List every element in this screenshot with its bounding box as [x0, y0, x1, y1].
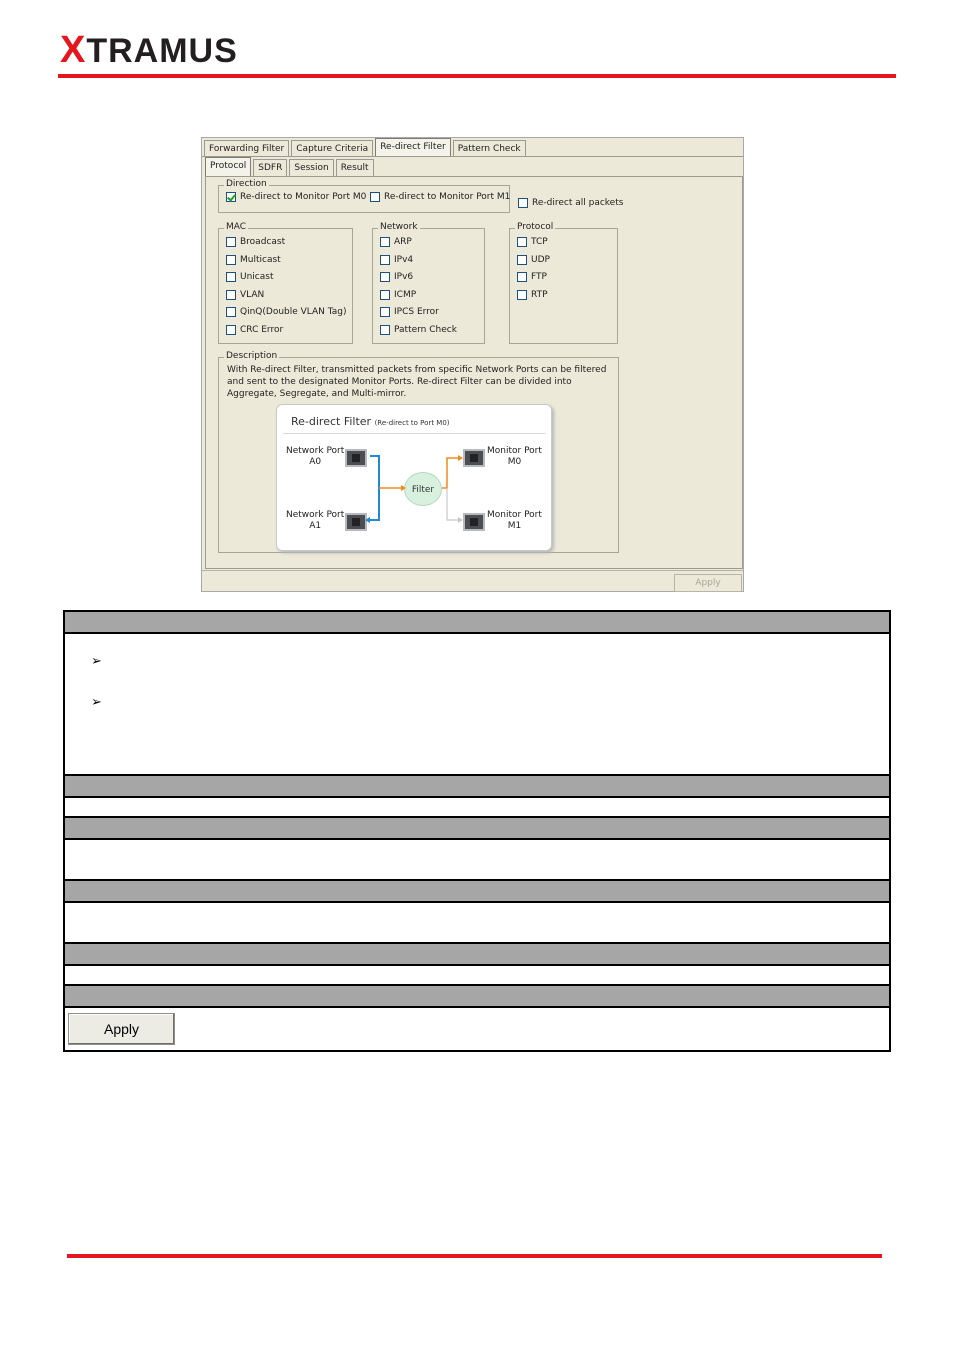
network-legend: Network: [380, 222, 418, 232]
redirect-m0-label: Re-direct to Monitor Port M0: [240, 192, 367, 202]
description-text: With Re-direct Filter, transmitted packets from specific Network Ports can be filtered and sent to the designated Monitor Ports. Re-direct Filter can be divided into Aggregate, Segregate, and Multi-mirror.: [227, 365, 607, 399]
protocol-ftp-checkbox[interactable]: [517, 272, 547, 282]
apply-button-disabled[interactable]: Apply: [674, 574, 742, 592]
network-item-label: IPv4: [394, 255, 414, 265]
description-legend: Description: [226, 351, 278, 361]
table-header-row: [65, 881, 889, 903]
mac-item-label: Broadcast: [240, 237, 286, 247]
port-m1-label: Monitor Port M1: [487, 510, 542, 531]
checkbox-icon[interactable]: [380, 272, 390, 282]
table-row: [65, 798, 889, 818]
redirect-all-checkbox[interactable]: [518, 198, 623, 208]
checkbox-icon[interactable]: [380, 290, 390, 300]
port-a0-label: Network Port A0: [286, 446, 345, 467]
protocol-item-label: FTP: [531, 272, 547, 282]
checkbox-icon[interactable]: [517, 272, 527, 282]
redirect-all-label: Re-direct all packets: [532, 198, 624, 208]
diagram-divider: [283, 433, 545, 434]
network-item-label: Pattern Check: [394, 325, 457, 335]
checkbox-icon[interactable]: [226, 325, 236, 335]
table-header-row: [65, 776, 889, 798]
tab-pattern-check[interactable]: Pattern Check: [453, 140, 526, 157]
logo-text: XTRAMUS: [60, 29, 238, 71]
mac-unicast-checkbox[interactable]: [226, 272, 273, 282]
tab-redirect-filter[interactable]: Re-direct Filter: [375, 138, 451, 157]
mac-item-label: QinQ(Double VLAN Tag): [240, 307, 347, 317]
protocol-item-label: RTP: [531, 290, 548, 300]
tab-forwarding-filter[interactable]: Forwarding Filter: [204, 140, 289, 157]
protocol-panel: [205, 176, 743, 569]
tab-result[interactable]: Result: [336, 159, 374, 176]
tab-sdfr[interactable]: SDFR: [253, 159, 287, 176]
xtramus-logo: [60, 30, 238, 70]
redirect-m1-checkbox[interactable]: [370, 192, 510, 202]
mac-item-label: CRC Error: [240, 325, 284, 335]
protocol-legend: Protocol: [517, 222, 554, 232]
mac-crc-error-checkbox[interactable]: [226, 325, 283, 335]
protocol-item-label: UDP: [531, 255, 550, 265]
direction-group: [218, 179, 511, 213]
network-ipv4-checkbox[interactable]: [380, 255, 413, 265]
description-group: [218, 351, 619, 553]
checkbox-icon[interactable]: [517, 255, 527, 265]
ethernet-port-icon: [345, 513, 367, 531]
redirect-m1-label: Re-direct to Monitor Port M1: [384, 192, 511, 202]
table-header-row: [65, 818, 889, 840]
mac-vlan-checkbox[interactable]: [226, 290, 264, 300]
mac-item-label: VLAN: [240, 290, 265, 300]
network-ipv6-checkbox[interactable]: [380, 272, 413, 282]
sub-tab-bar: [205, 159, 376, 177]
checkbox-icon[interactable]: [518, 198, 528, 208]
checkbox-icon[interactable]: [380, 237, 390, 247]
table-row: [65, 840, 889, 881]
redirect-m0-checkbox[interactable]: [226, 192, 366, 202]
protocol-group: [509, 222, 618, 344]
mac-multicast-checkbox[interactable]: [226, 255, 281, 265]
protocol-item-label: TCP: [531, 237, 548, 247]
footer-rule: [67, 1254, 882, 1258]
diagram-subtitle: (Re-direct to Port M0): [374, 419, 450, 427]
table-header-row: [65, 944, 889, 966]
checkbox-icon[interactable]: [226, 307, 236, 317]
ethernet-port-icon: [463, 513, 485, 531]
checkbox-icon[interactable]: [226, 255, 236, 265]
ethernet-port-icon: [463, 449, 485, 467]
table-header-row: [65, 986, 889, 1008]
arrow-bullet-icon: ➢: [91, 654, 102, 669]
mac-item-label: Multicast: [240, 255, 281, 265]
port-a1-label: Network Port A1: [286, 510, 345, 531]
mac-legend: MAC: [226, 222, 247, 232]
protocol-tcp-checkbox[interactable]: [517, 237, 548, 247]
ethernet-port-icon: [345, 449, 367, 467]
redirect-filter-window: [201, 137, 744, 592]
network-item-label: IPCS Error: [394, 307, 439, 317]
table-row: [65, 966, 889, 986]
checkbox-icon[interactable]: [370, 192, 380, 202]
mac-item-label: Unicast: [240, 272, 274, 282]
network-icmp-checkbox[interactable]: [380, 290, 416, 300]
network-group: [372, 222, 485, 344]
network-pattern-check-checkbox[interactable]: [380, 325, 457, 335]
checkbox-icon[interactable]: [226, 237, 236, 247]
mac-broadcast-checkbox[interactable]: [226, 237, 285, 247]
checkbox-icon[interactable]: [226, 290, 236, 300]
checkbox-icon[interactable]: [380, 255, 390, 265]
filter-node: Filter: [404, 472, 442, 506]
network-item-label: IPv6: [394, 272, 414, 282]
checkbox-icon[interactable]: [380, 307, 390, 317]
tab-protocol[interactable]: Protocol: [205, 157, 251, 176]
mac-qinq-checkbox[interactable]: [226, 307, 347, 317]
checkbox-icon[interactable]: [517, 237, 527, 247]
checkbox-icon[interactable]: [380, 325, 390, 335]
checkbox-icon[interactable]: [517, 290, 527, 300]
header-rule: [58, 74, 896, 78]
network-arp-checkbox[interactable]: [380, 237, 412, 247]
checkbox-icon[interactable]: [226, 192, 236, 202]
mac-group: [218, 222, 353, 344]
tab-capture-criteria[interactable]: Capture Criteria: [291, 140, 373, 157]
apply-button[interactable]: Apply: [68, 1013, 175, 1045]
network-ipcs-error-checkbox[interactable]: [380, 307, 439, 317]
arrow-bullet-icon: ➢: [91, 695, 102, 710]
checkbox-icon[interactable]: [226, 272, 236, 282]
redirect-diagram: [276, 404, 552, 551]
network-item-label: ARP: [394, 237, 412, 247]
table-row: [65, 903, 889, 944]
settings-table: [63, 610, 891, 1052]
tab-session[interactable]: Session: [289, 159, 333, 176]
protocol-udp-checkbox[interactable]: [517, 255, 550, 265]
protocol-rtp-checkbox[interactable]: [517, 290, 548, 300]
tab-divider: [202, 156, 743, 157]
status-bar: [202, 570, 743, 592]
table-header-row: [65, 612, 889, 634]
table-row: [65, 634, 889, 776]
diagram-title: Re-direct Filter (Re-direct to Port M0): [291, 415, 450, 428]
table-row: [65, 1008, 889, 1050]
network-item-label: ICMP: [394, 290, 417, 300]
port-m0-label: Monitor Port M0: [487, 446, 542, 467]
direction-legend: Direction: [226, 179, 267, 189]
